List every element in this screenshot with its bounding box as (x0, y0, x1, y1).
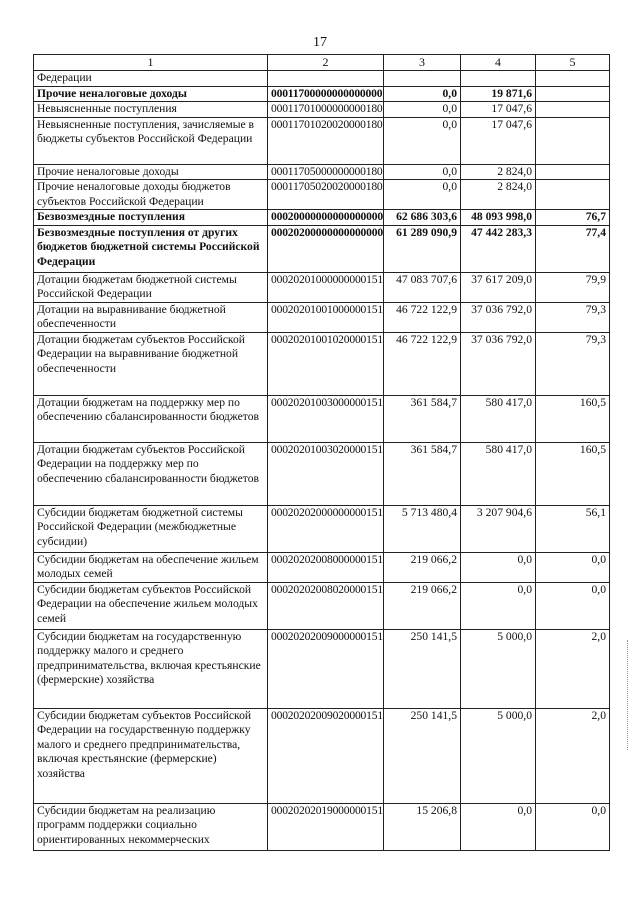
row-value-col5: 160,5 (536, 442, 610, 505)
row-value-col4: 0,0 (461, 552, 536, 582)
table-row (34, 71, 610, 87)
row-value-col5: 76,7 (536, 210, 610, 226)
row-name: Субсидии бюджетам бюджетной системы Российской Федерации (межбюджетные субсидии) (34, 505, 268, 552)
row-value-col5: 160,5 (536, 395, 610, 442)
row-value-col3: 219 066,2 (384, 582, 461, 629)
row-value-col5: 79,3 (536, 332, 610, 395)
row-value-col3: 361 584,7 (384, 395, 461, 442)
table-header-row (34, 55, 610, 71)
row-value-col4: 37 036 792,0 (461, 332, 536, 395)
row-code: 00020200000000000000 (268, 225, 384, 272)
row-value-col5: 79,9 (536, 272, 610, 302)
row-code: 00020201001000000151 (268, 302, 384, 332)
row-name: Федерации (34, 71, 268, 87)
row-value-col3: 0,0 (384, 102, 461, 118)
column-header-1: 1 (34, 55, 268, 71)
row-value-col5: 0,0 (536, 803, 610, 850)
row-value-col4: 37 617 209,0 (461, 272, 536, 302)
row-value-col5 (536, 180, 610, 210)
table-row (34, 86, 610, 102)
table-row (34, 442, 610, 505)
table-row (34, 180, 610, 210)
row-code: 00020202008020000151 (268, 582, 384, 629)
row-value-col5: 0,0 (536, 582, 610, 629)
row-value-col3: 46 722 122,9 (384, 332, 461, 395)
row-name: Дотации бюджетам бюджетной системы Российской Федерации (34, 272, 268, 302)
row-name: Прочие неналоговые доходы (34, 86, 268, 102)
row-value-col4: 5 000,0 (461, 629, 536, 708)
column-header-2: 2 (268, 55, 384, 71)
row-name: Субсидии бюджетам на государственную поддержку малого и среднего предпринимательства, включая крестьянские (фермерские) хозяйства (34, 629, 268, 708)
row-value-col3: 47 083 707,6 (384, 272, 461, 302)
table-row (34, 117, 610, 164)
row-value-col5: 2,0 (536, 629, 610, 708)
row-value-col3: 0,0 (384, 117, 461, 164)
row-name: Безвозмездные поступления от других бюджетов бюджетной системы Российской Федерации (34, 225, 268, 272)
row-code: 00020201000000000151 (268, 272, 384, 302)
row-name: Субсидии бюджетам субъектов Российской Федерации на государственную поддержку малого и среднего предпринимательства, включая крестьянские (фермерские) хозяйства (34, 708, 268, 803)
row-name: Прочие неналоговые доходы (34, 164, 268, 180)
row-value-col5 (536, 164, 610, 180)
row-value-col3: 0,0 (384, 180, 461, 210)
row-name: Дотации бюджетам субъектов Российской Федерации на выравнивание бюджетной обеспеченности (34, 332, 268, 395)
row-code (268, 71, 384, 87)
row-value-col4: 47 442 283,3 (461, 225, 536, 272)
row-name: Невыясненные поступления, зачисляемые в бюджеты субъектов Российской Федерации (34, 117, 268, 164)
row-value-col4 (461, 71, 536, 87)
row-value-col5: 2,0 (536, 708, 610, 803)
row-name: Дотации бюджетам субъектов Российской Федерации на поддержку мер по обеспечению сбалансированности бюджетов (34, 442, 268, 505)
table-row (34, 102, 610, 118)
row-value-col3: 5 713 480,4 (384, 505, 461, 552)
row-value-col5 (536, 86, 610, 102)
row-code: 00020202019000000151 (268, 803, 384, 850)
row-name: Субсидии бюджетам на реализацию программ поддержки социально ориентированных некоммерческих (34, 803, 268, 850)
row-name: Дотации бюджетам на поддержку мер по обеспечению сбалансированности бюджетов (34, 395, 268, 442)
row-code: 00011700000000000000 (268, 86, 384, 102)
row-value-col3: 61 289 090,9 (384, 225, 461, 272)
row-name: Субсидии бюджетам на обеспечение жильем молодых семей (34, 552, 268, 582)
row-name: Прочие неналоговые доходы бюджетов субъектов Российской Федерации (34, 180, 268, 210)
row-name: Безвозмездные поступления (34, 210, 268, 226)
row-code: 00011701000000000180 (268, 102, 384, 118)
table-body (34, 71, 610, 851)
row-code: 00020000000000000000 (268, 210, 384, 226)
row-value-col4: 17 047,6 (461, 102, 536, 118)
row-value-col4: 580 417,0 (461, 395, 536, 442)
table-row (34, 803, 610, 850)
table-row (34, 505, 610, 552)
row-name: Субсидии бюджетам субъектов Российской Федерации на обеспечение жильем молодых семей (34, 582, 268, 629)
row-value-col4: 37 036 792,0 (461, 302, 536, 332)
table-row (34, 225, 610, 272)
row-value-col4: 19 871,6 (461, 86, 536, 102)
row-value-col5: 0,0 (536, 552, 610, 582)
row-value-col3: 62 686 303,6 (384, 210, 461, 226)
column-header-4: 4 (461, 55, 536, 71)
row-value-col4: 2 824,0 (461, 164, 536, 180)
row-code: 00020202008000000151 (268, 552, 384, 582)
row-value-col5: 56,1 (536, 505, 610, 552)
row-value-col3: 361 584,7 (384, 442, 461, 505)
row-code: 00011705020020000180 (268, 180, 384, 210)
table-row (34, 210, 610, 226)
row-value-col4: 48 093 998,0 (461, 210, 536, 226)
row-value-col5: 79,3 (536, 302, 610, 332)
row-value-col3: 250 141,5 (384, 629, 461, 708)
table-row (34, 272, 610, 302)
row-value-col3: 250 141,5 (384, 708, 461, 803)
table-row (34, 332, 610, 395)
row-value-col5: 77,4 (536, 225, 610, 272)
row-value-col5 (536, 117, 610, 164)
row-value-col4: 17 047,6 (461, 117, 536, 164)
row-code: 00011701020020000180 (268, 117, 384, 164)
row-name: Дотации на выравнивание бюджетной обеспеченности (34, 302, 268, 332)
row-value-col5 (536, 71, 610, 87)
row-value-col3: 15 206,8 (384, 803, 461, 850)
row-value-col5 (536, 102, 610, 118)
scan-margin-mark (627, 640, 630, 750)
row-value-col3: 219 066,2 (384, 552, 461, 582)
table-row (34, 552, 610, 582)
row-name: Невыясненные поступления (34, 102, 268, 118)
row-value-col3: 46 722 122,9 (384, 302, 461, 332)
row-value-col3 (384, 71, 461, 87)
row-value-col4: 3 207 904,6 (461, 505, 536, 552)
table-row (34, 582, 610, 629)
row-value-col4: 0,0 (461, 582, 536, 629)
row-code: 00020201003020000151 (268, 442, 384, 505)
row-value-col3: 0,0 (384, 86, 461, 102)
row-code: 00020202000000000151 (268, 505, 384, 552)
page-number: 17 (313, 35, 327, 50)
row-code: 00020201003000000151 (268, 395, 384, 442)
row-value-col4: 0,0 (461, 803, 536, 850)
column-header-5: 5 (536, 55, 610, 71)
row-value-col4: 2 824,0 (461, 180, 536, 210)
column-header-3: 3 (384, 55, 461, 71)
table-row (34, 302, 610, 332)
table-row (34, 164, 610, 180)
table-row (34, 629, 610, 708)
row-code: 00020202009020000151 (268, 708, 384, 803)
row-code: 00011705000000000180 (268, 164, 384, 180)
budget-revenue-table (33, 54, 610, 851)
row-code: 00020201001020000151 (268, 332, 384, 395)
table-row (34, 708, 610, 803)
row-value-col3: 0,0 (384, 164, 461, 180)
row-code: 00020202009000000151 (268, 629, 384, 708)
row-value-col4: 5 000,0 (461, 708, 536, 803)
table-row (34, 395, 610, 442)
row-value-col4: 580 417,0 (461, 442, 536, 505)
